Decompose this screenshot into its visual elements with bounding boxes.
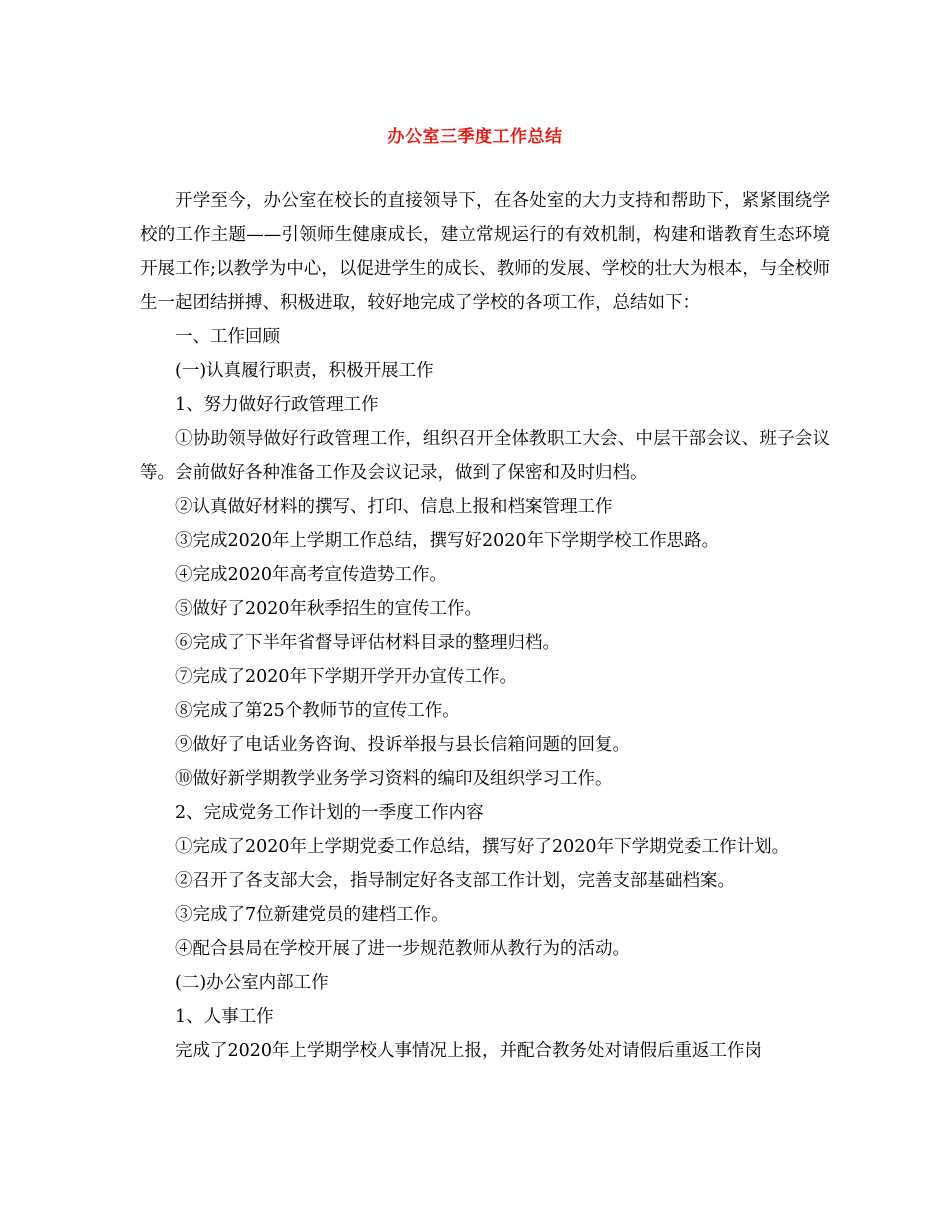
list-item: ⑨做好了电话业务咨询、投诉举报与县长信箱问题的回复。 [175, 735, 630, 755]
list-item: ⑦完成了2020年下学期开学开办宣传工作。 [175, 667, 518, 687]
list-item: ④完成2020年高考宣传造势工作。 [175, 565, 448, 585]
list-item: ⑩做好新学期教学业务学习资料的编印及组织学习工作。 [175, 769, 613, 789]
intro-paragraph: 开学至今，办公室在校长的直接领导下，在各处室的大力支持和帮助下，紧紧围绕学校的工作主题——引领师生健康成长，建立常规运行的有效机制，构建和谐教育生态环境开展工作;以教学为中心，以促进学生的成长、教师的发展、学校的壮大为根本，与全校师生一起团结拼搏、积极进取，较好地完成了学校的各项工作，总结如下： [140, 191, 830, 313]
list-item: ⑥完成了下半年省督导评估材料目录的整理归档。 [175, 633, 560, 653]
document-body [140, 184, 830, 1068]
list-item: ①完成了2020年上学期党委工作总结，撰写好了2020年下学期党委工作计划。 [175, 837, 790, 857]
list-item: ③完成了7位新建党员的建档工作。 [175, 905, 449, 925]
item-heading: 1、人事工作 [175, 1007, 274, 1027]
item-heading: 2、完成党务工作计划的一季度工作内容 [175, 803, 484, 823]
list-item: ④配合县局在学校开展了进一步规范教师从教行为的活动。 [175, 939, 630, 959]
list-item: ⑧完成了第25个教师节的宣传工作。 [175, 701, 460, 721]
list-item: ②召开了各支部大会，指导制定好各支部工作计划，完善支部基础档案。 [175, 871, 735, 891]
subsection-heading: (一)认真履行职责，积极开展工作 [175, 361, 434, 381]
list-item: ⑤做好了2020年秋季招生的宣传工作。 [175, 599, 483, 619]
list-item: ①协助领导做好行政管理工作，组织召开全体教职工大会、中层干部会议、班子会议等。会前做好各种准备工作及会议记录，做到了保密和及时归档。 [140, 429, 830, 483]
item-heading: 1、努力做好行政管理工作 [175, 395, 379, 415]
paragraph: 完成了2020年上学期学校人事情况上报，并配合教务处对请假后重返工作岗 [175, 1041, 763, 1061]
list-item: ③完成2020年上学期工作总结，撰写好2020年下学期学校工作思路。 [175, 531, 720, 551]
subsection-heading: (二)办公室内部工作 [175, 973, 329, 993]
list-item: ②认真做好材料的撰写、打印、信息上报和档案管理工作 [175, 497, 613, 517]
section-heading: 一、工作回顾 [175, 327, 280, 347]
document-title: 办公室三季度工作总结 [387, 127, 563, 147]
